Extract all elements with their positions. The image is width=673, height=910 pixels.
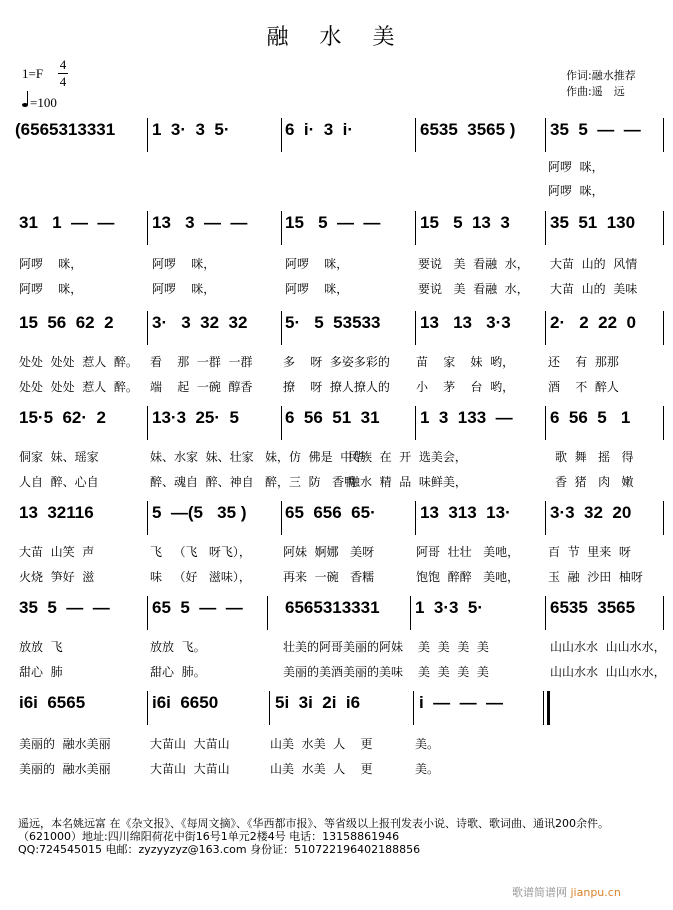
measure: 1 3· 3 5· — [152, 120, 230, 139]
measure: 13 32116 — [19, 503, 94, 522]
measure: 13 3 — — — [152, 213, 248, 232]
lyric-verse-2: 火烧 笋好 滋 — [19, 570, 95, 584]
measure: 5 —(5 35 ) — [152, 503, 247, 522]
final-repeat-barline — [547, 691, 550, 725]
lyric-verse-2: 阿啰 咪， — [152, 282, 216, 296]
lyricist: 作词:融水推荐 — [566, 69, 636, 82]
score-row-4 — [0, 408, 673, 503]
score-row-3 — [0, 313, 673, 408]
measure: 3· 3 32 32 — [152, 313, 248, 332]
measure: 15·5 62· 2 — [19, 408, 106, 427]
lyric-verse-1: 阿妹 婀娜 美呀 — [283, 545, 375, 559]
measure: 2· 2 22 0 — [550, 313, 636, 332]
lyric-verse-1: 放放 飞。 — [150, 640, 206, 654]
lyric-verse-1: 飞 （飞 呀飞）， — [150, 545, 251, 559]
lyric-verse-1: 妹、水家 妹、壮家 — [150, 450, 254, 464]
lyric-verse-1: 多 呀 多姿多彩的 — [283, 355, 390, 369]
lyric-verse-1: 歌 舞 摇 得 — [555, 450, 634, 464]
lyric-verse-1: 放放 飞 — [19, 640, 63, 654]
author-contact: QQ:724545015 电邮：zyzyyzyz@163.com 身份证：510722196402188856 — [18, 843, 421, 856]
measure: 13 313 13· — [420, 503, 511, 522]
measure: 3·3 32 20 — [550, 503, 632, 522]
lyric-verse-1: 美。 — [415, 737, 440, 751]
lyric-verse-2: 醉，三 防 香鸭 — [265, 475, 357, 489]
lyric-verse-1: 大苗 山笑 声 — [19, 545, 95, 559]
credits — [566, 68, 636, 100]
lyric-verse-1: 美丽的 融水美丽 — [19, 737, 111, 751]
score-row-2 — [0, 213, 673, 308]
notation-line — [15, 408, 660, 438]
measure: 13·3 25· 5 — [152, 408, 239, 427]
notation-line — [15, 313, 660, 343]
watermark-cn: 歌谱简谱网 — [512, 886, 567, 899]
measure: 35 5 — — — [550, 120, 641, 139]
tempo-value: =100 — [30, 95, 57, 110]
lyric-verse-2: 美丽的 融水美丽 — [19, 762, 111, 776]
lyric-verse-2: 味 （好 滋味）， — [150, 570, 251, 584]
lyric-verse-2: 醉、魂自 醉、神自 — [150, 475, 254, 489]
lyric-verse-2: 端 起 一碗 醇香 — [150, 380, 253, 394]
measure: 1 3 133 — — [420, 408, 513, 427]
lyric-verse-2: 山美 水美 人 更 — [270, 762, 373, 776]
lyric-verse-2: 美。 — [415, 762, 440, 776]
lyric-verse-1: 大苗山 大苗山 — [150, 737, 230, 751]
lyric-verse-2: 玉 融 沙田 柚呀 — [548, 570, 643, 584]
lyric-verse-2: 融水 精 品 味鲜美， — [348, 475, 467, 489]
measure: 15 5 13 3 — [420, 213, 510, 232]
lyric-verse-1: 阿啰 咪， — [285, 257, 349, 271]
notation-line — [15, 120, 660, 150]
lyric-verse-2: 大苗山 大苗山 — [150, 762, 230, 776]
measure: 15 56 62 2 — [19, 313, 114, 332]
measure: 5· 5 53533 — [285, 313, 381, 332]
lyric-verse-2: 甜心 肺 — [19, 665, 63, 679]
measure: 6535 3565 — [550, 598, 636, 617]
score-row-7 — [0, 693, 673, 788]
measure: 6565313331 — [285, 598, 380, 617]
time-signature-bottom: 4 — [59, 74, 67, 89]
measure: i6i 6565 — [19, 693, 86, 712]
song-title: 融 水 美 — [266, 25, 407, 50]
lyric-verse-2: 美丽的美酒美丽的美味 — [283, 665, 404, 679]
lyric-verse-2: 人自 醉、心自 — [19, 475, 99, 489]
lyric-verse-1: 处处 处处 惹人 醉。 — [19, 355, 138, 369]
lyric-verse-1: 阿啰 咪， — [548, 160, 604, 174]
lyric-verse-2: 要说 美 看融 水， — [418, 282, 529, 296]
site-watermark — [512, 884, 621, 900]
lyric-verse-1: 山美 水美 人 更 — [270, 737, 373, 751]
measure: 35 5 — — — [19, 598, 110, 617]
lyric-verse-1: 阿啰 咪， — [19, 257, 83, 271]
watermark-en: jianpu.cn — [570, 886, 621, 899]
lyric-verse-2: 香 猪 肉 嫩 — [555, 475, 634, 489]
score-row-6 — [0, 598, 673, 693]
measure: 65 5 — — — [152, 598, 243, 617]
measure: 5i 3i 2i i6 — [275, 693, 361, 712]
lyric-verse-2: 酒 不 醉人 — [548, 380, 619, 394]
lyric-verse-2: 处处 处处 惹人 醉。 — [19, 380, 138, 394]
lyric-verse-1: 苗 家 妹 哟， — [416, 355, 515, 369]
lyric-verse-1: 民族 在 开 选美会， — [348, 450, 467, 464]
lyric-verse-2: 阿啰 咪， — [548, 184, 604, 198]
quarter-note-icon — [22, 103, 28, 107]
measure: 13 13 3·3 — [420, 313, 511, 332]
author-info — [18, 817, 668, 856]
measure: 31 1 — — — [19, 213, 115, 232]
lyric-verse-1: 阿啰 咪， — [152, 257, 216, 271]
author-bio: 遥远，本名姚远富 在《杂文报》、《每周文摘》、《华西都市报》、等省级以上报刊发表小说、诗歌、歌词曲、通讯200余件。 — [18, 817, 609, 830]
lyric-verse-2: 撩 呀 撩人撩人的 — [283, 380, 390, 394]
lyric-verse-1: 大苗 山的 风情 — [550, 257, 638, 271]
score-row-1 — [0, 120, 673, 215]
lyric-verse-1: 百 节 里来 呀 — [548, 545, 631, 559]
lyric-verse-1: 妹，仿 佛是 中华 — [265, 450, 365, 464]
lyric-verse-2: 大苗 山的 美味 — [550, 282, 638, 296]
lyric-verse-1: 山山水水 山山水水， — [550, 640, 666, 654]
lyric-verse-1: 侗家 妹、瑶家 — [19, 450, 99, 464]
notation-line — [15, 213, 660, 243]
measure: 15 5 — — — [285, 213, 381, 232]
lyric-verse-2: 饱饱 醉醉 美吔， — [416, 570, 520, 584]
measure: 6535 3565 ) — [420, 120, 516, 139]
notation-line — [15, 503, 660, 533]
lyric-verse-2: 再来 一碗 香糯 — [283, 570, 375, 584]
measure: (6565313331 — [15, 120, 116, 139]
lyric-verse-2: 甜心 肺。 — [150, 665, 206, 679]
lyric-verse-1: 阿哥 壮壮 美吔， — [416, 545, 520, 559]
lyric-verse-2: 阿啰 咪， — [19, 282, 83, 296]
lyric-verse-1: 美 美 美 美 — [418, 640, 489, 654]
measure: 6 i· 3 i· — [285, 120, 354, 139]
measure: 6 56 51 31 — [285, 408, 380, 427]
time-signature — [58, 58, 68, 89]
key-signature: 1=F — [22, 66, 44, 81]
lyric-verse-1: 壮美的阿哥美丽的阿妹 — [283, 640, 404, 654]
time-signature-top: 4 — [59, 57, 67, 72]
measure: i6i 6650 — [152, 693, 219, 712]
lyric-verse-2: 山山水水 山山水水， — [550, 665, 666, 679]
lyric-verse-1: 还 有 那那 — [548, 355, 619, 369]
measure: 1 3·3 5· — [415, 598, 484, 617]
score-row-5 — [0, 503, 673, 598]
measure: 6 56 5 1 — [550, 408, 631, 427]
lyric-verse-2: 阿啰 咪， — [285, 282, 349, 296]
measure: 65 656 65· — [285, 503, 376, 522]
measure: 35 51 130 — [550, 213, 636, 232]
tempo-marking — [22, 95, 57, 111]
notation-line — [15, 598, 660, 628]
notation-line — [15, 693, 660, 723]
lyric-verse-1: 看 那 一群 一群 — [150, 355, 253, 369]
lyric-verse-2: 小 茅 台 哟， — [416, 380, 515, 394]
composer: 作曲:遥 远 — [566, 85, 625, 98]
author-address: （621000）地址:四川绵阳荷花中街16号1单元2楼4号 电话：13158861946 — [18, 830, 400, 843]
measure: i — — — — [419, 693, 504, 712]
lyric-verse-2: 美 美 美 美 — [418, 665, 489, 679]
lyric-verse-1: 要说 美 看融 水， — [418, 257, 529, 271]
